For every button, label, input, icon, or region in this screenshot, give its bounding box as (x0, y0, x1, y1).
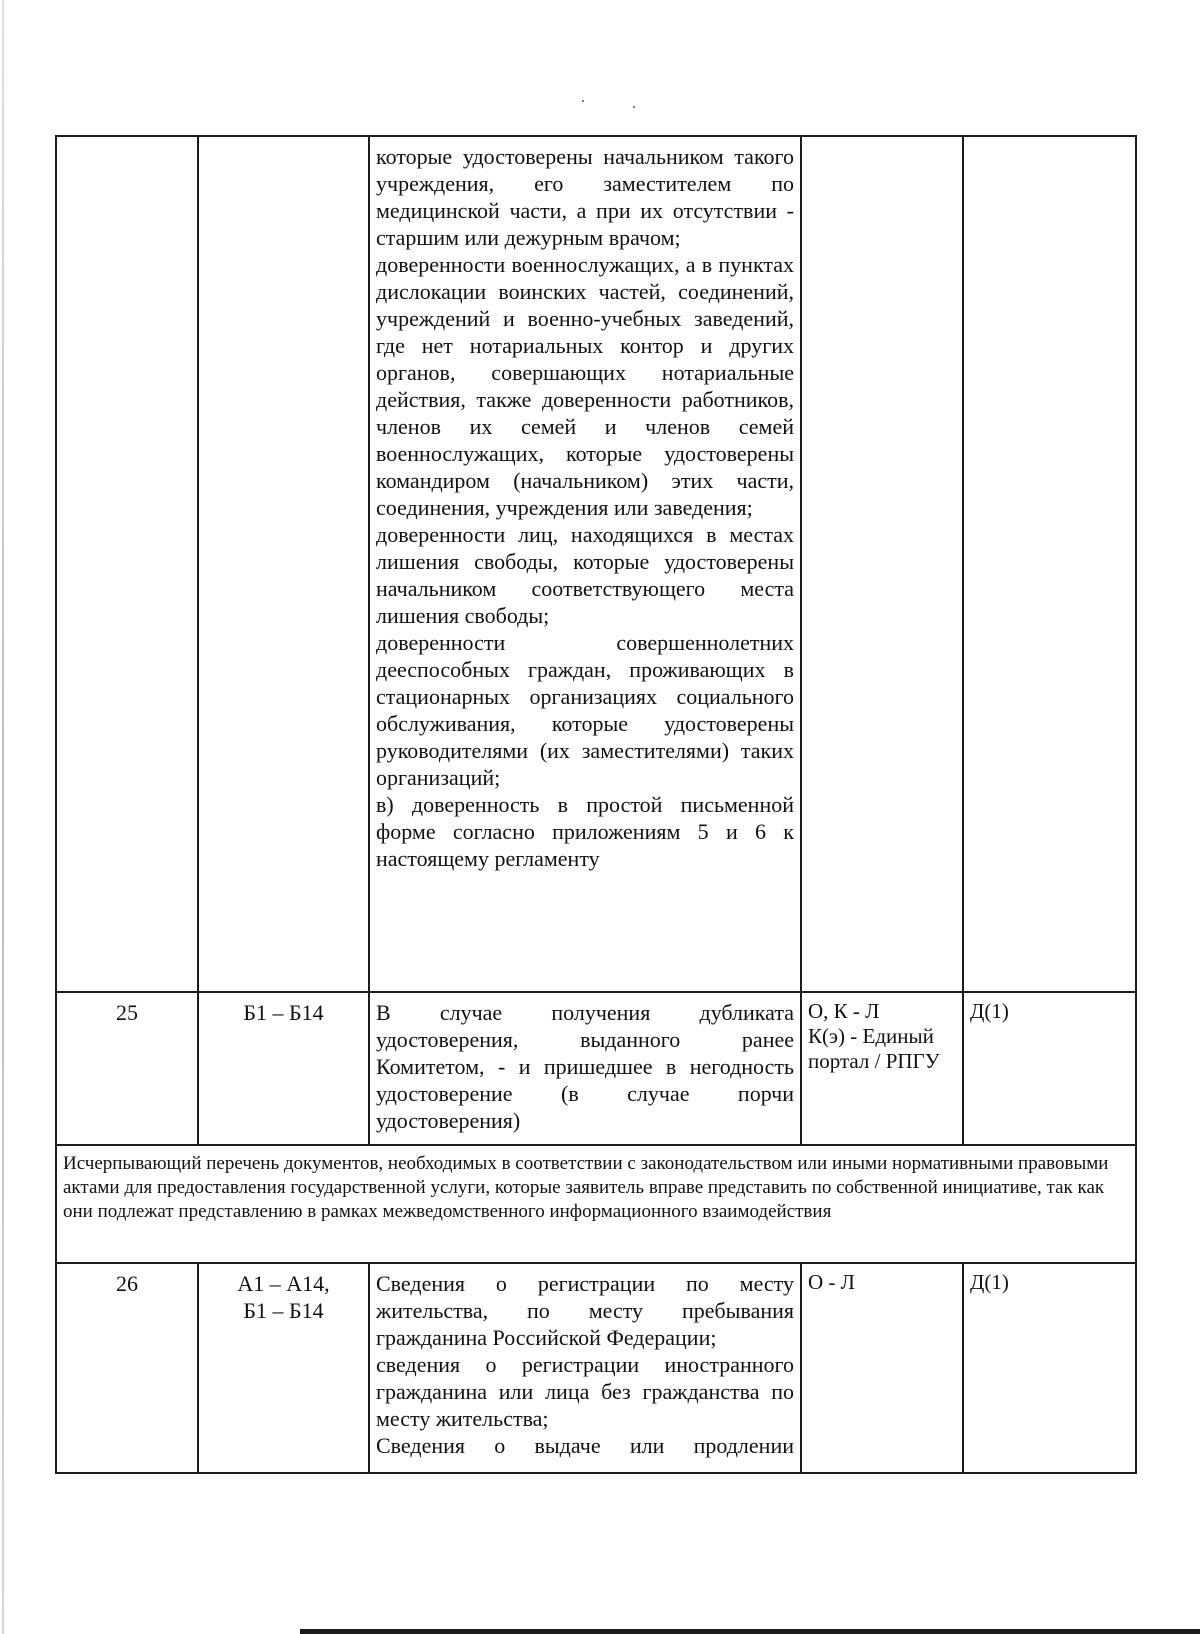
desc-paragraph: которые удостоверены начальником такого учреждения, его заместителем по медицинской части, а при их отсутствии - старшим или дежурным врачом; (376, 144, 794, 250)
cell-codes (198, 136, 369, 992)
scan-speck (633, 106, 635, 108)
document-description (369, 992, 801, 1145)
section-header: Исчерпывающий перечень документов, необходимых в соответствии с законодательством или иными нормативными правовыми актами для предоставления государственной услуги, которые заявитель вправе представить по собственной инициативе, так как они подлежат представлению в рамках межведомственного информационного взаимодействия (56, 1145, 1136, 1263)
table-row-continuation (56, 136, 1136, 992)
applicant-codes: Б1 – Б14 (198, 992, 369, 1145)
submission-form: О - Л (801, 1263, 963, 1473)
desc-paragraph: Сведения о выдаче или продлении (376, 1433, 794, 1458)
table-row-26 (56, 1263, 1136, 1473)
table-row-25 (56, 992, 1136, 1145)
scan-speck (582, 100, 584, 102)
section-header-row (56, 1145, 1136, 1263)
cell-form (801, 136, 963, 992)
form-line: К(э) - Единый портал / РПГУ (808, 1024, 940, 1073)
scan-bottom-edge (300, 1629, 1200, 1634)
requirement-code: Д(1) (963, 992, 1136, 1145)
row-number: 26 (56, 1263, 198, 1473)
desc-paragraph: в) доверенность в простой письменной форме согласно приложениям 5 и 6 к настоящему регламенту (376, 792, 794, 871)
codes-line: А1 – А14, (237, 1271, 330, 1296)
desc-paragraph: сведения о регистрации иностранного гражданина или лица без гражданства по месту жительства; (376, 1352, 794, 1431)
submission-form (801, 992, 963, 1145)
desc-paragraph: В случае получения дубликата удостоверения, выданного ранее Комитетом, - и пришедшее в негодность удостоверение (в случае порчи удостоверения) (376, 1000, 794, 1133)
cell-requirement (963, 136, 1136, 992)
applicant-codes (198, 1263, 369, 1473)
requirement-code: Д(1) (963, 1263, 1136, 1473)
desc-paragraph: доверенности совершеннолетних дееспособных граждан, проживающих в стационарных организациях социального обслуживания, которые удостоверены руководителями (их заместителями) таких организаций; (376, 630, 794, 790)
codes-line: Б1 – Б14 (243, 1298, 324, 1323)
row-number: 25 (56, 992, 198, 1145)
form-line: О, К - Л (808, 999, 880, 1023)
document-description (369, 1263, 801, 1473)
desc-paragraph: Сведения о регистрации по месту жительства, по месту пребывания гражданина Российской Федерации; (376, 1271, 794, 1350)
desc-paragraph: доверенности лиц, находящихся в местах лишения свободы, которые удостоверены начальником соответствующего места лишения свободы; (376, 522, 794, 628)
cell-number (56, 136, 198, 992)
desc-paragraph: доверенности военнослужащих, а в пунктах дислокации воинских частей, соединений, учреждений и военно-учебных заведений, где нет нотариальных контор и других органов, совершающих нотариальные действия, также доверенности работников, членов их семей и членов семей военнослужащих, которые удостоверены командиром (начальником) этих части, соединения, учреждения или заведения; (376, 252, 794, 520)
scan-edge-shadow (2, 0, 4, 1634)
documents-table (55, 135, 1137, 1474)
cell-description (369, 136, 801, 992)
